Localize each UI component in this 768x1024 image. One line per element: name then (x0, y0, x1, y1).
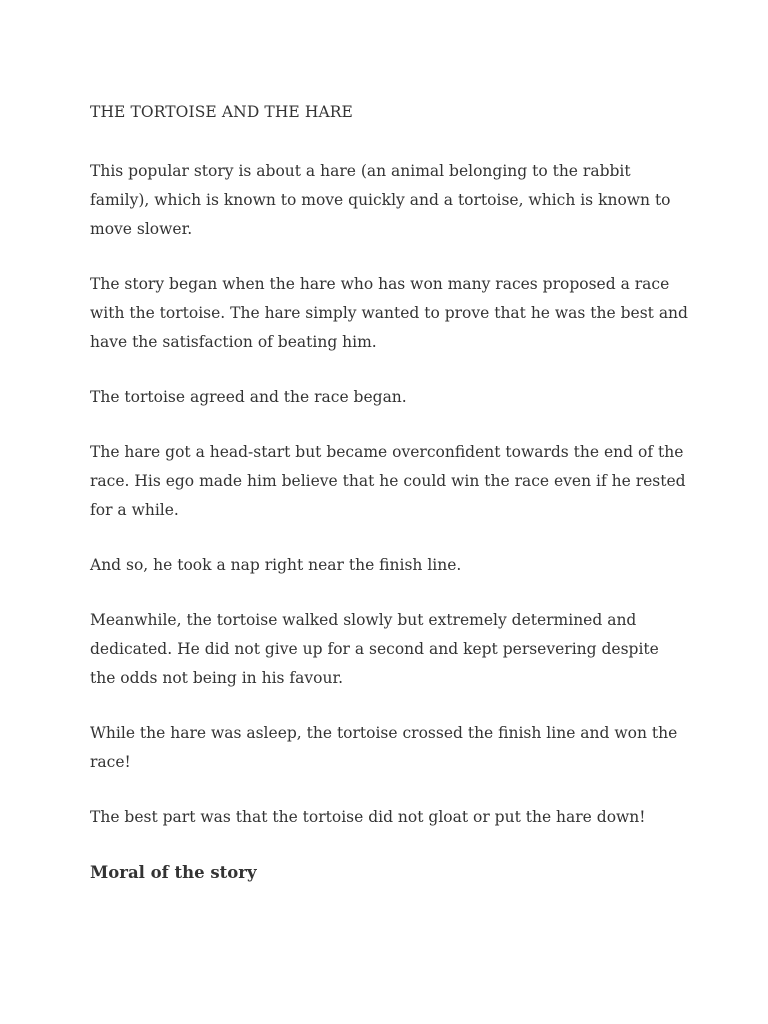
paragraph-intro: This popular story is about a hare (an animal belonging to the rabbit family), which is known to move quickly and a tortoise, which is known to move slower. (90, 162, 671, 238)
paragraph-race-proposal: The story began when the hare who has won many races proposed a race with the tortoise. The hare simply wanted to prove that he was the best and have the satisfaction of beating him. (90, 275, 688, 351)
paragraph-perseverance: Meanwhile, the tortoise walked slowly but extremely determined and dedicated. He did not give up for a second and kept persevering despite the odds not being in his favour. (90, 611, 659, 687)
paragraph-race-begins: The tortoise agreed and the race began. (90, 388, 407, 406)
paragraph-no-gloat: The best part was that the tortoise did not gloat or put the hare down! (90, 808, 646, 826)
paragraph-overconfidence: The hare got a head-start but became overconfident towards the end of the race. His ego made him believe that he could win the race even if he rested for a while. (90, 443, 686, 519)
paragraph-win: While the hare was asleep, the tortoise crossed the finish line and won the race! (90, 724, 678, 771)
paragraph-nap: And so, he took a nap right near the finish line. (90, 556, 462, 574)
story-title: THE TORTOISE AND THE HARE (90, 103, 353, 121)
moral-heading: Moral of the story (90, 863, 257, 882)
